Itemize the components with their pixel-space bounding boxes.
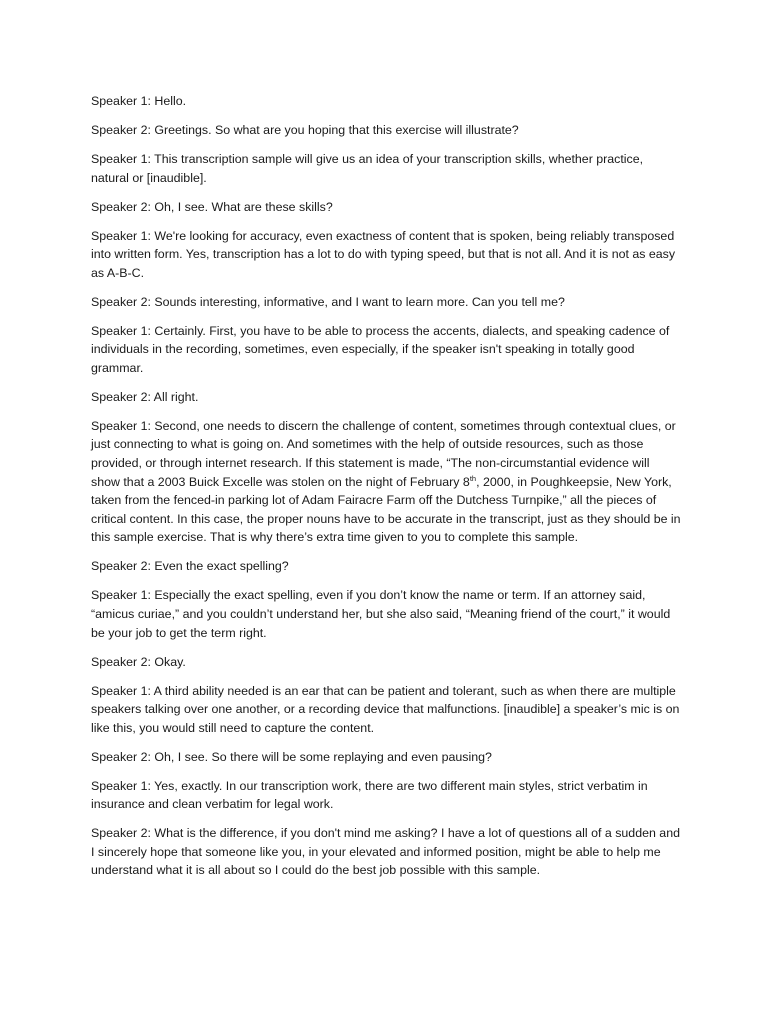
transcript-paragraph: Speaker 2: Oh, I see. So there will be some replaying and even pausing? [91, 749, 492, 764]
transcript-paragraph: Speaker 1: Especially the exact spelling, even if you don’t know the name or term. If an attorney said, “amicus curiae,” and you couldn’t understand her, but she also said, “Meaning friend of the court,” it would be your job to get the term right. [91, 588, 671, 640]
ordinal-superscript: th [469, 473, 477, 483]
paragraph-text-before: Speaker 1: Second, one needs to discern the challenge of content, sometimes through contextual clues, or just connecting to what is going on. And sometimes with the help of outside resources, such as those provided, or through internet research. If this statement is made, “The non-circumstantial evidence will show that a 2003 Buick Excelle was stolen on the night of February 8 [91, 418, 676, 489]
transcript-paragraph: Speaker 2: All right. [91, 389, 199, 404]
transcript-paragraph: Speaker 2: Okay. [91, 654, 186, 669]
transcript-paragraph: Speaker 2: Even the exact spelling? [91, 559, 289, 574]
transcript-paragraph: Speaker 2: What is the difference, if you don't mind me asking? I have a lot of questions all of a sudden and I sincerely hope that someone like you, in your elevated and informed position, might be able to help me understand what it is all about so I could do the best job possible with this sample. [91, 826, 680, 878]
transcript-paragraph: Speaker 1: Hello. [91, 94, 187, 108]
transcript-paragraph: Speaker 1: Yes, exactly. In our transcription work, there are two different main styles, strict verbatim in insurance and clean verbatim for legal work. [91, 778, 648, 812]
transcript-paragraph: Speaker 1: Certainly. First, you have to be able to process the accents, dialects, and speaking cadence of individuals in the recording, sometimes, even especially, if the speaker isn't speaking in totally good grammar. [91, 323, 670, 375]
transcript-paragraph [91, 417, 681, 547]
transcript-paragraph: Speaker 1: This transcription sample will give us an idea of your transcription skills, whether practice, natural or [inaudible]. [91, 151, 644, 185]
paragraph-text-after: , 2000, in Poughkeepsie, New York, taken from the fenced-in parking lot of Adam Fairacre Farm off the Dutchess Turnpike,” all the pieces of critical content. In this case, the proper nouns have to be accurate in the transcript, just as they should be in this sample exercise. That is why there’s extra time given to you to complete this sample. [91, 474, 681, 545]
transcript-paragraph: Speaker 2: Greetings. So what are you hoping that this exercise will illustrate? [91, 122, 519, 137]
transcript-paragraph: Speaker 1: A third ability needed is an ear that can be patient and tolerant, such as when there are multiple speakers talking over one another, or a recording device that malfunctions. [inaudible] a speaker’s mic is on like this, you would still need to capture the content. [91, 683, 680, 735]
transcript-paragraph: Speaker 2: Sounds interesting, informative, and I want to learn more. Can you tell me? [91, 294, 565, 309]
document-page [91, 92, 681, 890]
transcript-paragraph: Speaker 2: Oh, I see. What are these skills? [91, 199, 333, 214]
transcript-paragraph: Speaker 1: We're looking for accuracy, even exactness of content that is spoken, being reliably transposed into written form. Yes, transcription has a lot to do with typing speed, but that is not all. And it is not as easy as A-B-C. [91, 228, 676, 280]
